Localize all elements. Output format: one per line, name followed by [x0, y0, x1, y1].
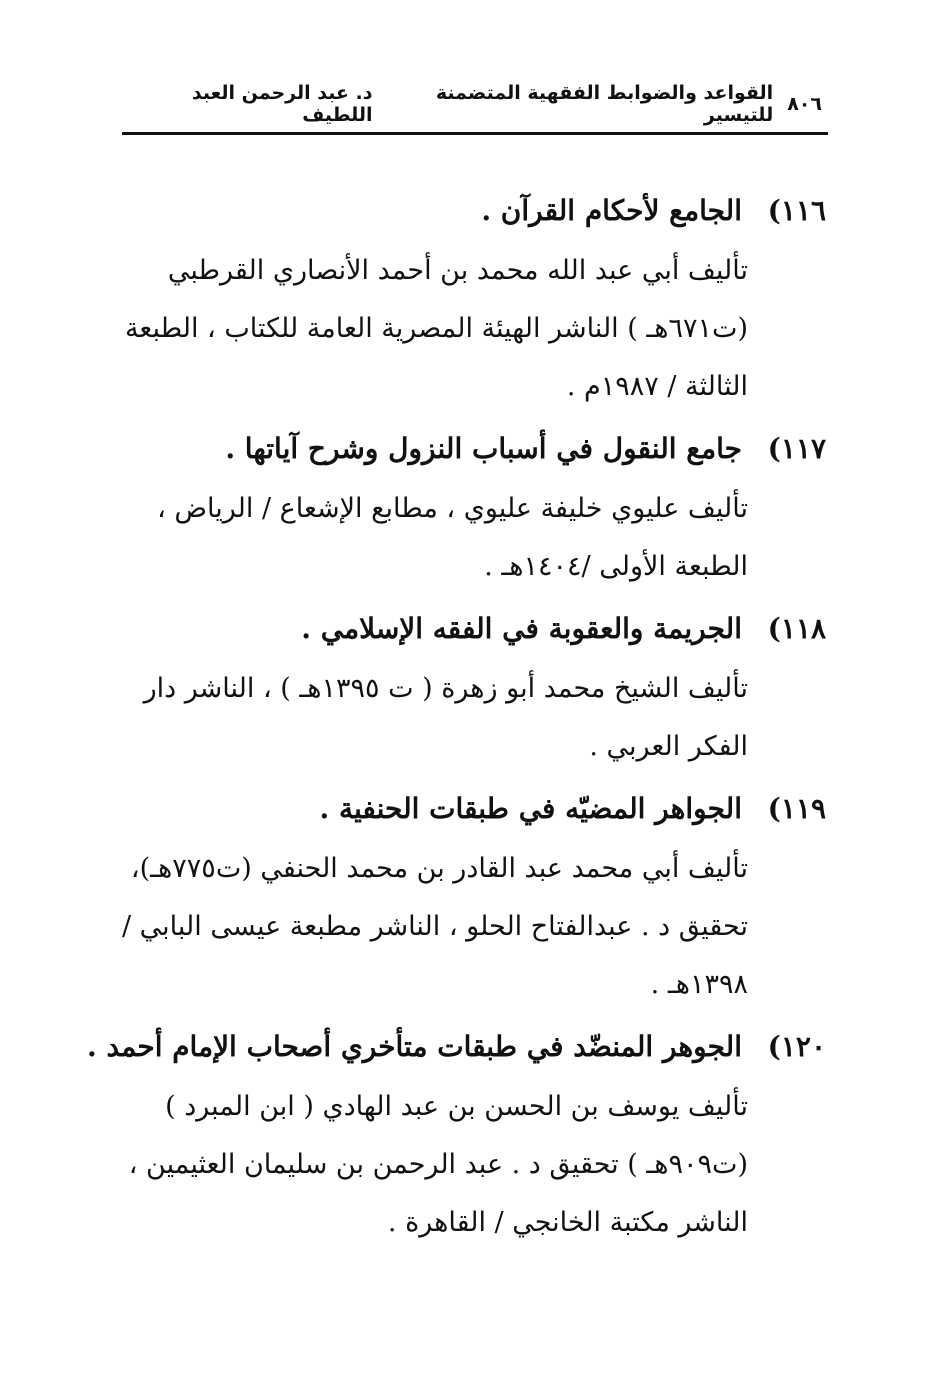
entry-number: ١١٨) — [767, 611, 826, 645]
entry-description — [110, 660, 826, 776]
entry-line: (ت٩٠٩هـ ) تحقيق د . عبد الرحمن بن سليمان العثيمين ، — [128, 1149, 748, 1180]
entry-line: تأليف أبي عبد الله محمد بن أحمد الأنصاري القرطبي — [167, 255, 748, 286]
entry-description — [110, 1078, 826, 1252]
header-divider — [122, 132, 828, 135]
entry-line: ١٣٩٨هـ . — [650, 969, 748, 1000]
entry-title-row — [87, 1014, 826, 1078]
running-header — [122, 82, 822, 126]
entry-title: الجوهر المنضّد في طبقات متأخري أصحاب الإمام أحمد . — [87, 1029, 742, 1063]
entry-number: ١١٦) — [767, 193, 826, 227]
entry-line: تأليف عليوي خليفة عليوي ، مطابع الإشعاع / الرياض ، — [157, 493, 748, 524]
entry-line: الفكر العربي . — [589, 731, 748, 762]
bibliography-entry — [110, 596, 826, 776]
entry-title: الجواهر المضيّه في طبقات الحنفية . — [319, 791, 742, 825]
entry-number: ١٢٠) — [767, 1029, 826, 1063]
entry-number: ١١٧) — [767, 431, 826, 465]
entry-line: تحقيق د . عبدالفتاح الحلو ، الناشر مطبعة عيسى البابي / — [121, 911, 748, 942]
entry-line: (ت٦٧١هـ ) الناشر الهيئة المصرية العامة للكتاب ، الطبعة — [124, 313, 748, 344]
entry-description — [110, 840, 826, 1014]
book-title: القواعد والضوابط الفقهية المتضمنة للتيسير — [435, 82, 774, 126]
entry-line: تأليف أبي محمد عبد القادر بن محمد الحنفي (ت٧٧٥هـ)، — [130, 853, 748, 884]
entry-description — [110, 242, 826, 416]
header-right-group — [373, 82, 822, 126]
entry-line: الثالثة / ١٩٨٧م . — [566, 371, 748, 402]
entry-title: الجامع لأحكام القرآن . — [481, 193, 742, 227]
entry-title: جامع النقول في أسباب النزول وشرح آياتها . — [225, 431, 742, 465]
bibliography-entry — [110, 178, 826, 416]
entry-description — [110, 480, 826, 596]
entry-title-row — [110, 178, 826, 242]
entry-title-row — [110, 596, 826, 660]
entry-line: تأليف يوسف بن الحسن بن عبد الهادي ( ابن المبرد ) — [165, 1091, 748, 1122]
page-number: ٨٠٦ — [787, 93, 822, 115]
bibliography-list — [87, 178, 826, 1252]
entry-number: ١١٩) — [767, 791, 826, 825]
entry-title-row — [110, 416, 826, 480]
entry-title-row — [110, 776, 826, 840]
entry-title: الجريمة والعقوبة في الفقه الإسلامي . — [301, 611, 742, 645]
bibliography-entry — [110, 416, 826, 596]
bibliography-entry — [87, 1014, 826, 1252]
bibliography-entry — [110, 776, 826, 1014]
author-name: د. عبد الرحمن العبد اللطيف — [191, 82, 373, 126]
entry-line: الطبعة الأولى /١٤٠٤هـ . — [484, 551, 748, 582]
entry-line: الناشر مكتبة الخانجي / القاهرة . — [387, 1207, 748, 1238]
entry-line: تأليف الشيخ محمد أبو زهرة ( ت ١٣٩٥هـ ) ، الناشر دار — [143, 673, 748, 704]
